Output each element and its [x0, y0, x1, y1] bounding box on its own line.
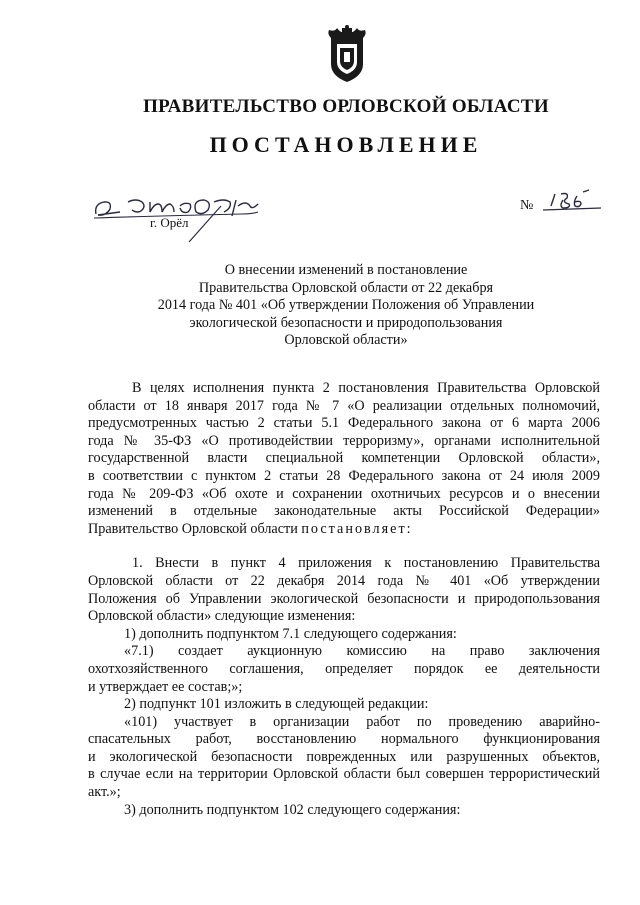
body-line: в соответствии с пунктом 2 статьи 28 Федерального закона от 24 июля 2009	[88, 467, 600, 484]
subitem-line: «7.1) создает аукционную комиссию на право заключения	[124, 643, 600, 660]
subitem-line: и экологической безопасности поврежденных или разрушенных объектов,	[88, 748, 600, 765]
government-title: ПРАВИТЕЛЬСТВО ОРЛОВСКОЙ ОБЛАСТИ	[143, 96, 549, 117]
body-line: изменений в отдельные законодательные акты Российской Федерации»	[88, 503, 600, 520]
subitem-line: акт.»;	[88, 784, 121, 801]
item-line: Орловской области от 22 декабря 2014 года № 401 «Об утверждении	[88, 572, 600, 589]
resolution-verb: постановляет:	[301, 520, 413, 537]
subitem-heading: 3) дополнить подпунктом 102 следующего содержания:	[124, 801, 461, 818]
subject-line: 2014 года № 401 «Об утверждении Положения об Управлении	[157, 297, 535, 313]
document-type-title: ПОСТАНОВЛЕНИЕ	[209, 132, 483, 157]
subitem-heading: 1) дополнить подпунктом 7.1 следующего содержания:	[124, 625, 457, 642]
body-line: государственной власти специальной компетенции Орловской области»,	[88, 450, 600, 467]
body-line: года № 35-ФЗ «О противодействии терроризму», органами исполнительной	[88, 432, 600, 449]
body-line: года № 209-ФЗ «Об охоте и сохранении охотничьих ресурсов и о внесении	[88, 485, 600, 502]
subitem-heading: 2) подпункт 101 изложить в следующей редакции:	[124, 696, 429, 713]
subject-line: Правительства Орловской области от 22 декабря	[198, 279, 494, 296]
item-line: Положения об Управлении экологической безопасности и природопользования	[88, 590, 600, 607]
coat-of-arms-emblem	[323, 24, 371, 84]
subject-line: экологической безопасности и природопользования	[189, 314, 503, 331]
subitem-line: и утверждает ее состав;»;	[88, 678, 243, 695]
item-line: Орловской области» следующие изменения:	[88, 608, 356, 625]
subject-line: О внесении изменений в постановление	[224, 262, 468, 278]
handwritten-number	[541, 188, 603, 218]
document-body	[88, 380, 600, 819]
subject-line: Орловской области»	[284, 332, 408, 348]
city-label: г. Орёл	[150, 215, 189, 230]
body-line: В целях исполнения пункта 2 постановления Правительства Орловской	[132, 380, 600, 396]
resolution-line	[88, 521, 600, 539]
subitem-line: «101) участвует в организации работ по проведению аварийно-	[124, 713, 600, 730]
number-label: №	[520, 198, 534, 213]
subitem-line: охотхозяйственного соглашения, определяет порядок ее деятельности	[88, 660, 600, 677]
resolution-prefix: Правительство Орловской области	[88, 520, 302, 537]
body-line: области от 18 января 2017 года № 7 «О реализации отдельных полномочий,	[88, 397, 600, 414]
signature-stroke	[185, 204, 225, 244]
body-line: предусмотренных частью 2 статьи 5.1 Федерального закона от 6 марта 2006	[88, 415, 600, 432]
subitem-line: спасательных работ, восстановлению нормального функционирования	[88, 731, 600, 748]
document-subject	[120, 262, 572, 350]
subitem-line: в случае если на территории Орловской области был совершен террористический	[88, 766, 600, 783]
item-line: 1. Внести в пункт 4 приложения к постановлению Правительства	[132, 555, 600, 572]
